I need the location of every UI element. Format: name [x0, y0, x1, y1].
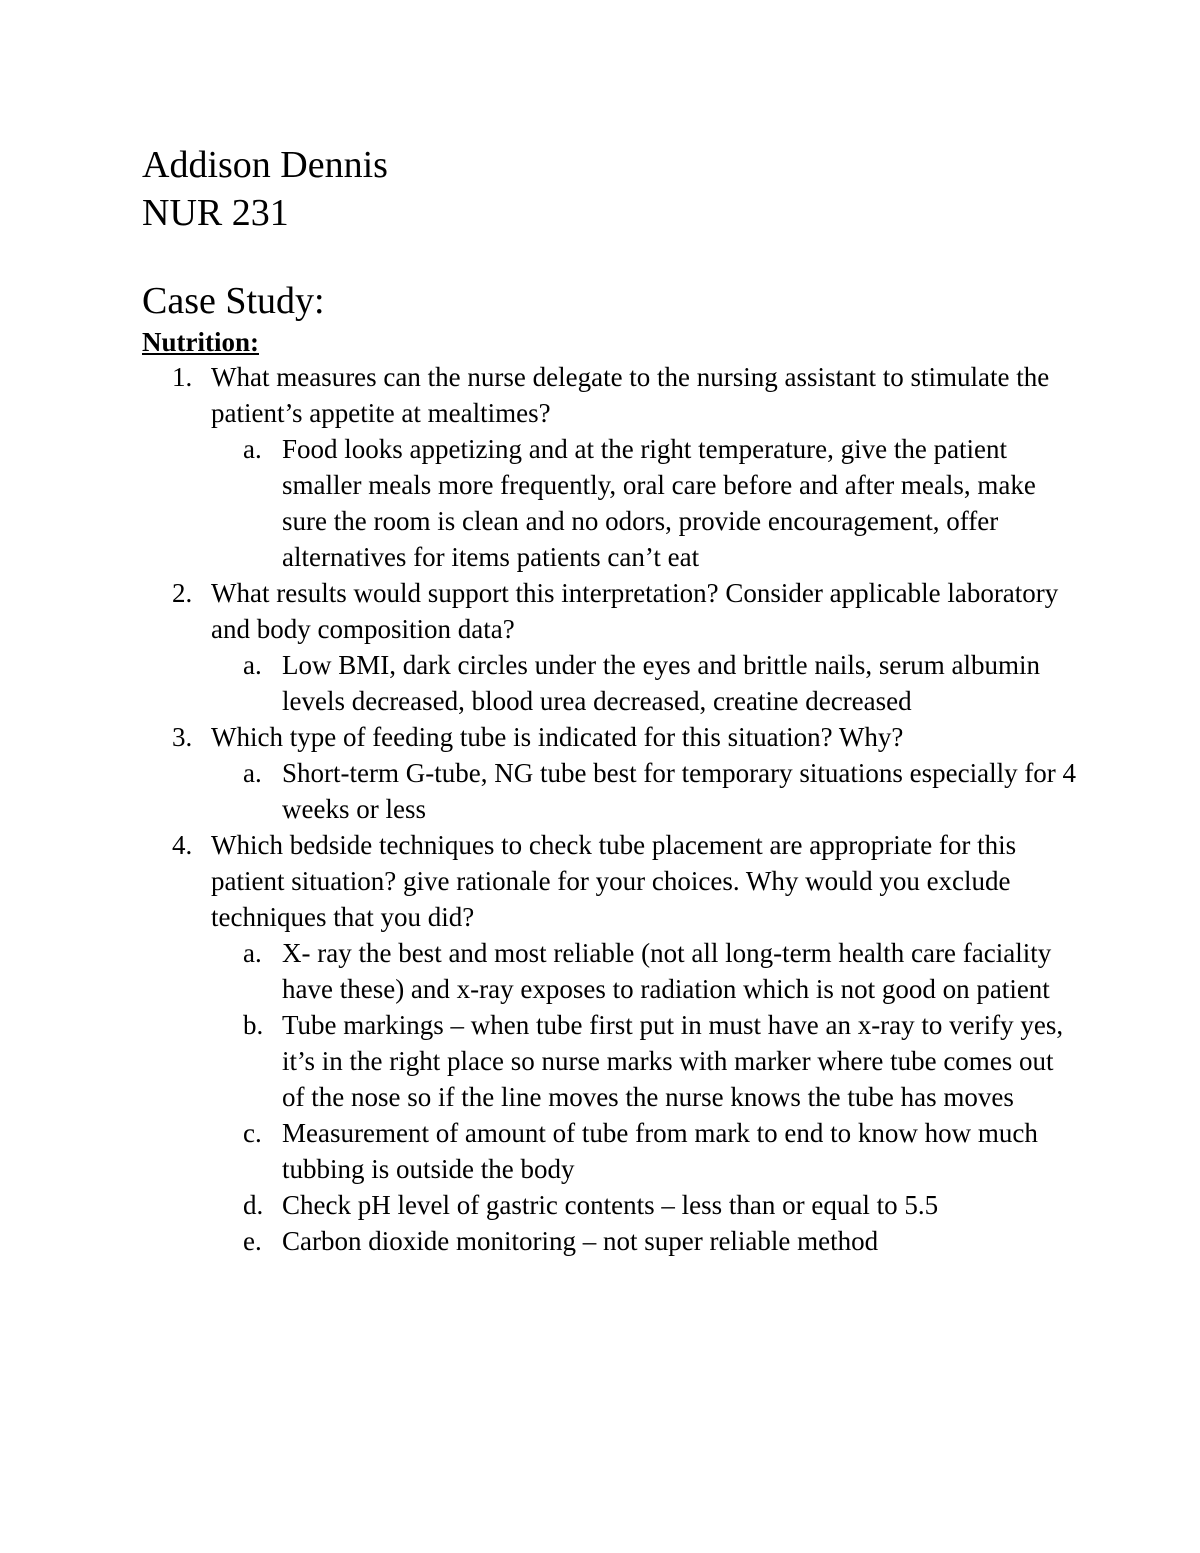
question-item: [142, 575, 1082, 719]
question-number: 2.: [172, 578, 193, 608]
answer-list: [211, 755, 1082, 827]
question-text: Which type of feeding tube is indicated for this situation? Why?: [211, 722, 904, 752]
answer-list: [211, 935, 1082, 1259]
answer-item: [211, 935, 1082, 1007]
answer-text: Tube markings – when tube first put in must have an x-ray to verify yes, it’s in the right place so nurse marks with marker where tube comes out of the nose so if the line moves the nurse knows the tube has moves: [282, 1010, 1064, 1112]
answer-text: Carbon dioxide monitoring – not super reliable method: [282, 1226, 879, 1256]
question-item: [142, 827, 1082, 1259]
answer-text: Short-term G-tube, NG tube best for temporary situations especially for 4 weeks or less: [282, 758, 1077, 824]
answer-letter: a.: [243, 434, 262, 464]
answer-text: Low BMI, dark circles under the eyes and brittle nails, serum albumin levels decreased, blood urea decreased, creatine decreased: [282, 650, 1041, 716]
answer-item: [211, 1223, 1082, 1259]
answer-text: Food looks appetizing and at the right temperature, give the patient smaller meals more frequently, oral care before and after meals, make sure the room is clean and no odors, provide encouragement, offer alternatives for items patients can’t eat: [282, 434, 1036, 572]
answer-letter: a.: [243, 758, 262, 788]
answer-text: Measurement of amount of tube from mark to end to know how much tubbing is outside the body: [282, 1118, 1038, 1184]
section-heading: Nutrition:: [142, 327, 259, 357]
answer-list: [211, 647, 1082, 719]
answer-letter: e.: [243, 1226, 262, 1256]
answer-letter: b.: [243, 1010, 264, 1040]
answer-item: [211, 755, 1082, 827]
question-number: 1.: [172, 362, 193, 392]
answer-letter: a.: [243, 650, 262, 680]
question-number: 4.: [172, 830, 193, 860]
answer-text: Check pH level of gastric contents – less than or equal to 5.5: [282, 1190, 939, 1220]
question-item: [142, 359, 1082, 575]
answer-text: X- ray the best and most reliable (not all long-term health care faciality have these) and x-ray exposes to radiation which is not good on patient: [282, 938, 1052, 1004]
question-text: What results would support this interpretation? Consider applicable laboratory and body composition data?: [211, 578, 1059, 644]
question-text: What measures can the nurse delegate to the nursing assistant to stimulate the patient’s appetite at mealtimes?: [211, 362, 1050, 428]
question-list: [142, 359, 1082, 1259]
document-title: Case Study:: [142, 280, 325, 322]
answer-item: [211, 431, 1082, 575]
answer-item: [211, 647, 1082, 719]
answer-letter: c.: [243, 1118, 262, 1148]
answer-letter: d.: [243, 1190, 264, 1220]
question-item: [142, 719, 1082, 827]
answer-item: [211, 1187, 1082, 1223]
answer-list: [211, 431, 1082, 575]
author-name: Addison Dennis: [142, 144, 388, 186]
answer-item: [211, 1007, 1082, 1115]
question-number: 3.: [172, 722, 193, 752]
question-text: Which bedside techniques to check tube placement are appropriate for this patient situation? give rationale for your choices. Why would you exclude techniques that you did?: [211, 830, 1017, 932]
answer-item: [211, 1115, 1082, 1187]
answer-letter: a.: [243, 938, 262, 968]
course-code: NUR 231: [142, 192, 289, 234]
